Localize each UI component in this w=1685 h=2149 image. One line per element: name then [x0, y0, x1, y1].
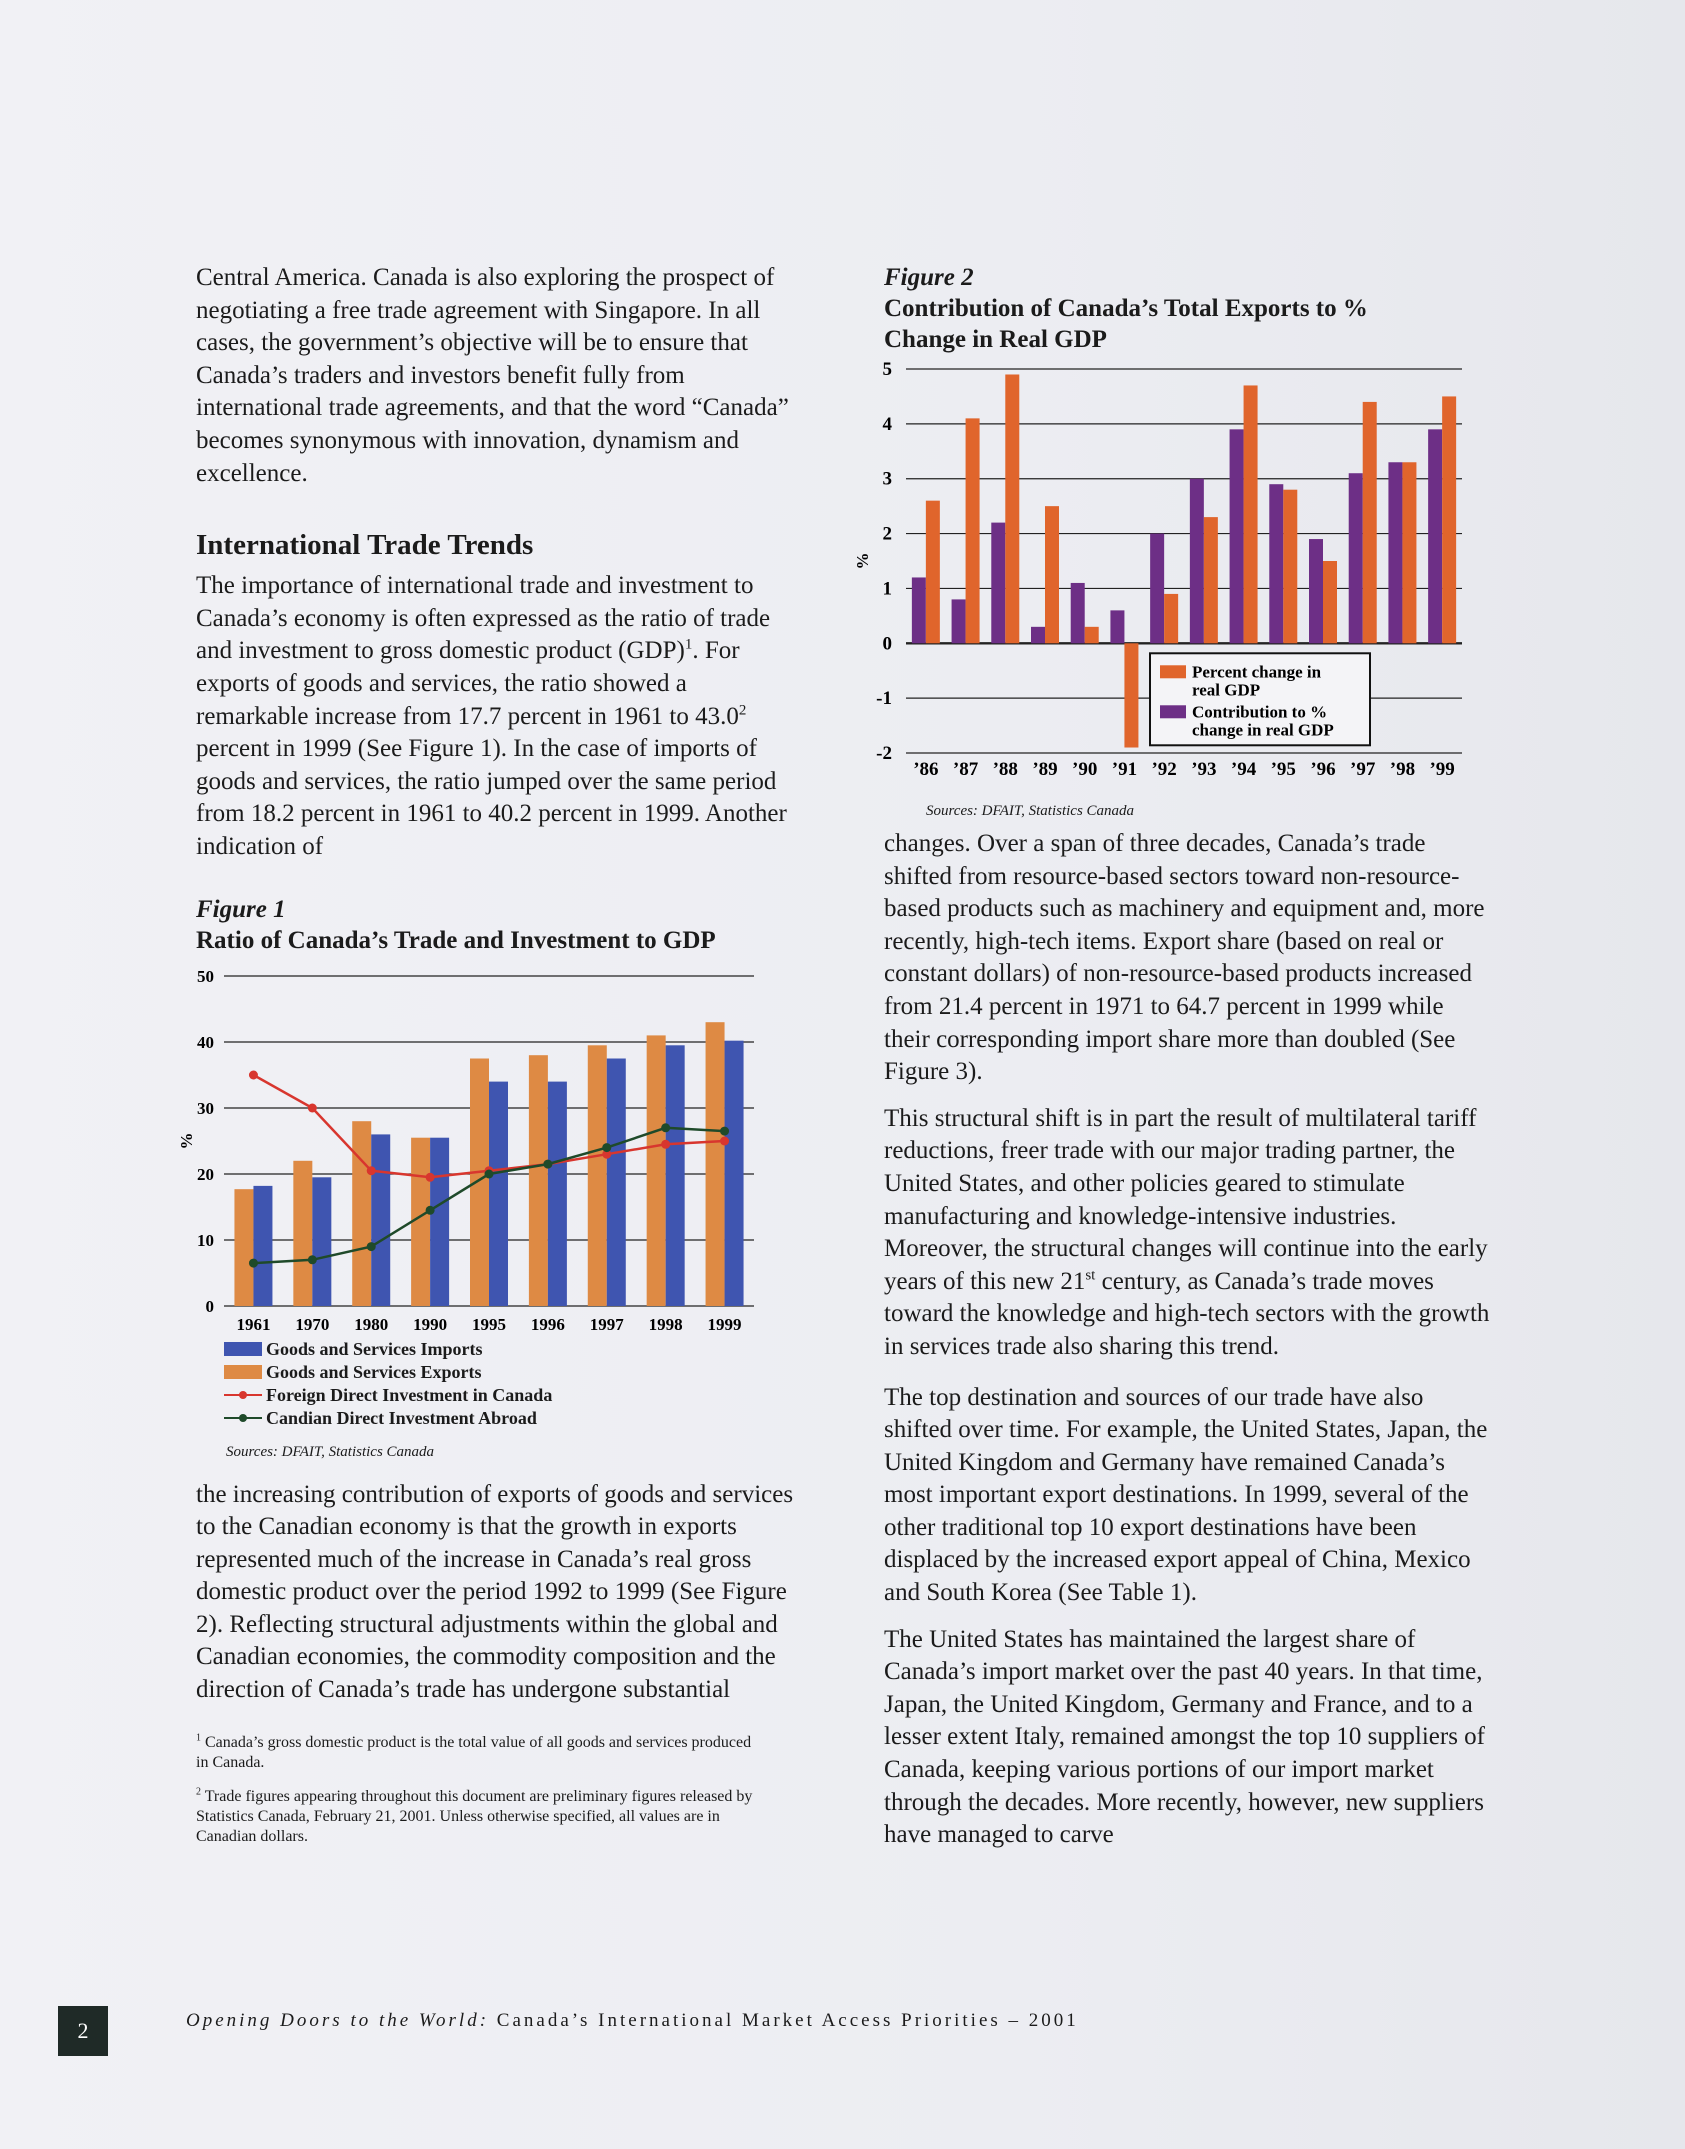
- bar-contribution-1: [952, 599, 966, 643]
- bar-contribution-8: [1230, 429, 1244, 643]
- x-tick-label: 1997: [589, 1314, 624, 1334]
- bar-gdp-change-8: [1244, 385, 1258, 643]
- legend-contrib-label: change in real GDP: [1192, 720, 1334, 740]
- point-cdia-1998: [661, 1123, 670, 1132]
- x-tick-label: ’97: [1350, 759, 1376, 780]
- bar-imports-1997: [607, 1058, 626, 1306]
- y-tick-label: 0: [205, 1296, 214, 1316]
- x-tick-label: 1990: [413, 1314, 448, 1334]
- bar-gdp-change-12: [1402, 462, 1416, 643]
- cdia-line-swatch: [224, 1411, 262, 1425]
- bar-imports-1996: [548, 1081, 567, 1305]
- figure1-legend: [224, 1338, 796, 1430]
- x-tick-label: ’92: [1151, 759, 1177, 780]
- bar-contribution-13: [1428, 429, 1442, 643]
- footnote-1: $^1$ Canada’s gross domestic product is the total value of all goods and services produced in Canada.: [196, 1732, 752, 1771]
- bar-imports-1980: [371, 1134, 390, 1306]
- bar-contribution-9: [1269, 484, 1283, 643]
- figure1-chart: [166, 962, 766, 1336]
- point-cdia-1990: [426, 1205, 435, 1214]
- figure1-label: Figure 1: [196, 895, 286, 923]
- y-tick-label: 50: [197, 966, 214, 986]
- x-tick-label: ’96: [1310, 759, 1336, 780]
- bar-imports-1998: [666, 1045, 685, 1306]
- legend-gdp-swatch: [1160, 665, 1186, 678]
- x-tick-label: 1980: [354, 1314, 389, 1334]
- bar-exports-1970: [293, 1160, 312, 1305]
- bar-exports-1995: [470, 1058, 489, 1306]
- bar-imports-1990: [430, 1137, 449, 1305]
- left-paragraph-3: the increasing contribution of exports of goods and services to the Canadian economy is that the growth in exports represented much of the increase in Canada’s real gross domestic product over the period 1992 to 1999 (See Figure 2). Reflecting structural adjustments within the global and Canadian economies, the commodity composition and the direction of Canada’s trade has undergone substantial: [196, 1480, 794, 1704]
- bar-gdp-change-6: [1164, 594, 1178, 643]
- y-tick-label: 10: [197, 1230, 214, 1250]
- bar-imports-1970: [312, 1177, 331, 1306]
- figure2-source: Sources: DFAIT, Statistics Canada: [926, 803, 1135, 819]
- bar-contribution-10: [1309, 539, 1323, 643]
- x-tick-label: ’89: [1032, 759, 1058, 780]
- bar-contribution-6: [1150, 534, 1164, 644]
- y-tick-label: -2: [876, 743, 892, 764]
- point-cdia-1961: [249, 1258, 258, 1267]
- left-paragraph-1: Central America. Canada is also exploring the prospect of negotiating a free trade agreement with Singapore. In all cases, the government’s objective will be to ensure that Canada’s traders and investors benefit fully from international trade agreements, and that the word “Canada” becomes synonymous with innovation, dynamism and excellence.: [196, 264, 789, 487]
- x-tick-label: ’93: [1191, 759, 1217, 780]
- bar-contribution-7: [1190, 479, 1204, 644]
- right-paragraph-4: The United States has maintained the largest share of Canada’s import market over the past 40 years. In that time, Japan, the United Kingdom, Germany and France, and to a lesser extent Italy, remained amongst the top 10 suppliers of Canada, keeping various portions of our import market through the decades. More recently, however, new suppliers have managed to carve: [884, 1625, 1486, 1849]
- exports-swatch: [224, 1365, 262, 1379]
- point-fdi-1998: [661, 1139, 670, 1148]
- figure1-caption: [196, 894, 796, 956]
- x-tick-label: 1970: [295, 1314, 330, 1334]
- point-cdia-1999: [720, 1126, 729, 1135]
- y-tick-label: 0: [882, 633, 892, 655]
- bar-contribution-12: [1388, 462, 1402, 643]
- bar-exports-1980: [352, 1121, 371, 1306]
- x-tick-label: ’98: [1389, 759, 1416, 780]
- bar-contribution-11: [1349, 473, 1363, 643]
- point-fdi-1999: [720, 1136, 729, 1145]
- figure1-source: Sources: DFAIT, Statistics Canada: [226, 1443, 435, 1460]
- figure2-chart: [850, 357, 1470, 793]
- bar-gdp-change-4: [1085, 627, 1099, 643]
- x-tick-label: 1996: [530, 1314, 565, 1334]
- bar-gdp-change-0: [926, 501, 940, 644]
- bar-exports-1990: [411, 1137, 430, 1305]
- left-paragraph-2: The importance of international trade and investment to Canada’s economy is often expressed as the ratio of trade and investment to gross domestic product (GDP)$^1$. For exports of goods and services, the ratio showed a remarkable increase from 17.7 percent in 1961 to 43.0$^2$ percent in 1999 (See Figure 1). In the case of imports of goods and services, the ratio jumped over the same period from 18.2 percent in 1961 to 40.2 percent in 1999. Another indication of: [196, 572, 787, 860]
- point-cdia-1995: [485, 1169, 494, 1178]
- bar-exports-1961: [234, 1189, 253, 1306]
- footer-title: Opening Doors to the World: Canada’s International Market Access Priorities – 2001: [186, 2010, 1079, 2031]
- x-tick-label: 1999: [707, 1314, 742, 1334]
- y-axis-label: %: [177, 1132, 196, 1149]
- bar-exports-1997: [588, 1045, 607, 1306]
- footnotes: [196, 1733, 756, 1847]
- fdi-line-swatch: [224, 1388, 262, 1402]
- y-tick-label: 3: [882, 468, 892, 490]
- legend-contrib-swatch: [1160, 705, 1186, 718]
- x-tick-label: ’99: [1429, 759, 1455, 780]
- bar-imports-1961: [253, 1185, 272, 1305]
- bar-exports-1996: [529, 1055, 548, 1306]
- bar-imports-1999: [725, 1040, 744, 1305]
- x-tick-label: 1998: [648, 1314, 683, 1334]
- legend-imports: Goods and Services Imports: [224, 1338, 796, 1361]
- figure2-caption: [884, 262, 1444, 355]
- y-tick-label: 2: [882, 523, 892, 545]
- legend-exports: Goods and Services Exports: [224, 1361, 796, 1384]
- right-column: [853, 262, 1494, 1852]
- x-tick-label: ’94: [1230, 759, 1257, 780]
- right-paragraph-1: changes. Over a span of three decades, Canada’s trade shifted from resource-based sectors toward non-resource-based products such as machinery and equipment and, more recently, high-tech items. Export share (based on real or constant dollars) of non-resource-based products increased from 21.4 percent in 1971 to 64.7 percent in 1999 while their corresponding import share more than doubled (See Figure 3).: [884, 830, 1485, 1086]
- y-tick-label: 4: [882, 413, 892, 435]
- bar-gdp-change-11: [1363, 402, 1377, 643]
- x-tick-label: ’88: [992, 759, 1018, 780]
- point-fdi-1961: [249, 1070, 258, 1079]
- bar-gdp-change-5: [1124, 643, 1138, 747]
- y-axis-label: %: [853, 552, 872, 570]
- y-tick-label: 1: [882, 578, 892, 600]
- right-paragraph-2: This structural shift is in part the result of multilateral tariff reductions, freer trade with our major trading partner, the United States, and other policies geared to stimulate manufacturing and knowledge-intensive industries. Moreover, the structural changes will continue into the early years of this new 21st century, as Canada’s trade moves toward the knowledge and high-tech sectors with the growth in services trade also sharing this trend.: [884, 1104, 1490, 1360]
- figure2-label: Figure 2: [884, 264, 974, 291]
- x-tick-label: 1995: [472, 1314, 506, 1334]
- bar-imports-1995: [489, 1081, 508, 1305]
- section-heading: International Trade Trends: [196, 529, 534, 562]
- point-fdi-1970: [308, 1103, 317, 1112]
- bar-exports-1998: [647, 1035, 666, 1306]
- bar-gdp-change-1: [966, 418, 980, 643]
- bar-exports-1999: [706, 1022, 725, 1306]
- bar-contribution-3: [1031, 627, 1045, 643]
- figure2-title: Contribution of Canada’s Total Exports to % Change in Real GDP: [884, 295, 1368, 353]
- legend-gdp-label: real GDP: [1192, 680, 1261, 700]
- point-cdia-1997: [602, 1143, 611, 1152]
- point-cdia-1980: [367, 1242, 376, 1251]
- imports-swatch: [224, 1342, 262, 1356]
- x-tick-label: ’86: [913, 759, 939, 780]
- footnote-2: $^2$ Trade figures appearing throughout this document are preliminary figures released by Statistics Canada, February 21, 2001. Unless otherwise specified, all values are in Canadian dollars.: [196, 1786, 753, 1845]
- bar-contribution-0: [912, 577, 926, 643]
- legend-gdp-label: Percent change in: [1192, 662, 1322, 682]
- bar-gdp-change-2: [1005, 374, 1019, 643]
- legend-cdia: Candian Direct Investment Abroad: [224, 1407, 796, 1430]
- bar-gdp-change-9: [1283, 490, 1297, 644]
- x-tick-label: ’95: [1270, 759, 1296, 780]
- y-tick-label: 40: [197, 1032, 214, 1052]
- right-paragraph-3: The top destination and sources of our trade have also shifted over time. For example, the United States, Japan, the United Kingdom and Germany have remained Canada’s most important export destinations. In 1999, several of the other traditional top 10 export destinations have been displaced by the increased export appeal of China, Mexico and South Korea (See Table 1).: [884, 1383, 1488, 1607]
- bar-gdp-change-10: [1323, 561, 1337, 643]
- x-tick-label: ’87: [952, 759, 979, 780]
- point-cdia-1970: [308, 1255, 317, 1264]
- y-tick-label: -1: [876, 688, 892, 710]
- point-fdi-1990: [426, 1172, 435, 1181]
- bar-gdp-change-3: [1045, 506, 1059, 643]
- bar-contribution-5: [1110, 610, 1124, 643]
- figure1-title: Ratio of Canada’s Trade and Investment to GDP: [196, 926, 716, 954]
- x-tick-label: ’90: [1072, 759, 1098, 780]
- point-cdia-1996: [543, 1159, 552, 1168]
- bar-gdp-change-7: [1204, 517, 1218, 643]
- y-tick-label: 20: [197, 1164, 214, 1184]
- left-column: [177, 262, 796, 1847]
- x-tick-label: 1961: [236, 1314, 271, 1334]
- bar-contribution-2: [991, 523, 1005, 644]
- bar-gdp-change-13: [1442, 396, 1456, 643]
- y-tick-label: 5: [882, 359, 892, 380]
- y-tick-label: 30: [197, 1098, 214, 1118]
- page-number: 2: [58, 2006, 108, 2056]
- point-fdi-1980: [367, 1166, 376, 1175]
- bar-contribution-4: [1071, 583, 1085, 643]
- x-tick-label: ’91: [1111, 759, 1138, 780]
- legend-contrib-label: Contribution to %: [1192, 702, 1328, 722]
- legend-fdi: Foreign Direct Investment in Canada: [224, 1384, 796, 1407]
